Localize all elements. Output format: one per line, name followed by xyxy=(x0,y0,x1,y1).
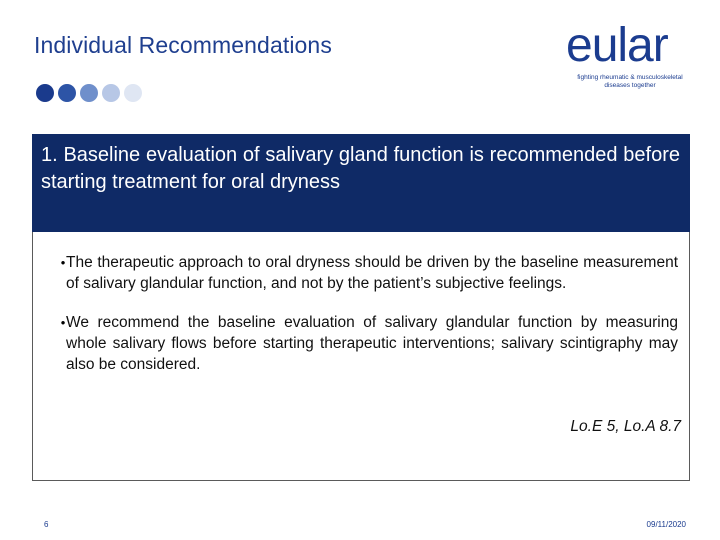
slide-title: Individual Recommendations xyxy=(34,32,332,58)
evidence-level: Lo.E 5, Lo.A 8.7 xyxy=(570,418,681,435)
list-item xyxy=(33,312,691,375)
progress-dot xyxy=(36,84,54,102)
recommendation-heading: 1. Baseline evaluation of salivary gland function is recommended before starting treatment for oral dryness xyxy=(32,134,690,232)
progress-dot xyxy=(80,84,98,102)
recommendation-body xyxy=(32,232,690,481)
logo-tagline-line2: diseases together xyxy=(604,82,656,89)
progress-dot xyxy=(58,84,76,102)
eular-logo xyxy=(564,19,696,90)
bullet-list xyxy=(33,252,691,393)
progress-dot xyxy=(102,84,120,102)
logo-wordmark: eular xyxy=(566,19,668,72)
page-number: 6 xyxy=(44,520,49,529)
progress-dots xyxy=(36,84,142,102)
list-item xyxy=(33,252,691,294)
logo-tagline xyxy=(564,74,696,90)
progress-dot xyxy=(124,84,142,102)
footer-date: 09/11/2020 xyxy=(646,520,686,529)
bullet-mark: • xyxy=(60,255,66,270)
bullet-text: The therapeutic approach to oral dryness should be driven by the baseline measurement of salivary glandular function, and not by the patient’s subjective feelings. xyxy=(66,254,678,292)
logo-tagline-line1: fighting rheumatic & musculoskeletal xyxy=(577,74,683,81)
bullet-mark: • xyxy=(60,315,66,330)
bullet-text: We recommend the baseline evaluation of salivary glandular function by measuring whole salivary flows before starting therapeutic interventions; salivary scintigraphy may also be considered. xyxy=(66,314,678,373)
